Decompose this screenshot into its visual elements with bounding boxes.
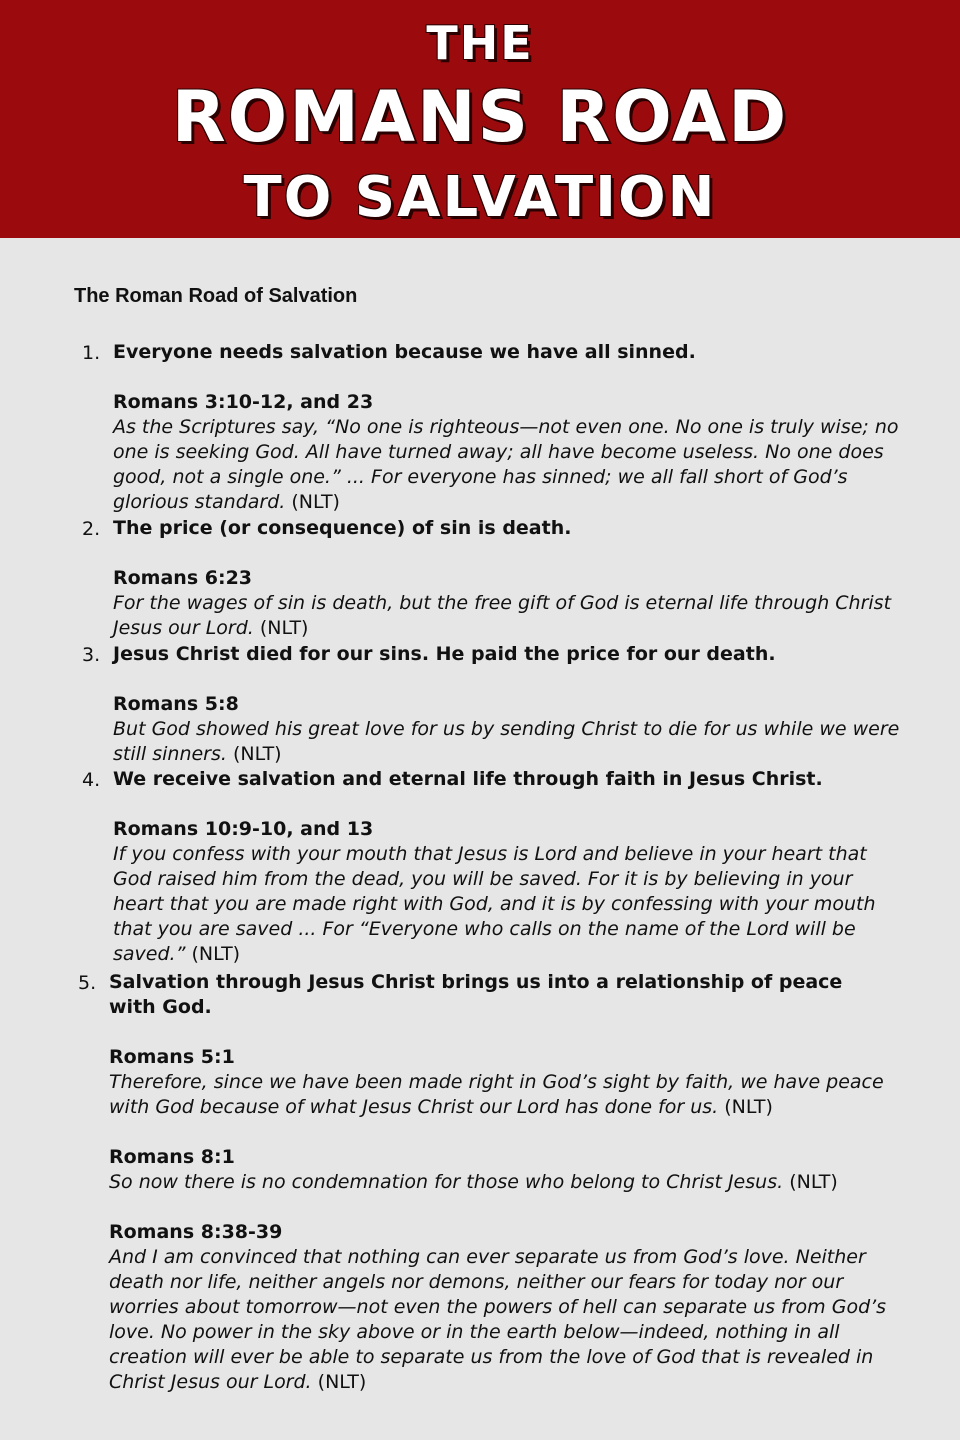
item-number: 2. — [82, 518, 101, 540]
translation-label: (NLT) — [724, 1096, 773, 1118]
verse-reference: Romans 5:8 — [113, 693, 239, 715]
item-claim: We receive salvation and eternal life through faith in Jesus Christ. — [113, 768, 823, 790]
translation-label: (NLT) — [232, 743, 282, 765]
verse-text — [113, 415, 903, 515]
item-number: 5. — [78, 972, 97, 994]
translation-label: (NLT) — [789, 1171, 838, 1193]
translation-label: (NLT) — [191, 943, 241, 965]
verse-text — [109, 1245, 889, 1395]
verse-quote: So now there is no condemnation for those who belong to Christ Jesus. — [109, 1171, 784, 1193]
verse-quote: And I am convinced that nothing can ever separate us from God’s love. Neither death nor life, neither angels nor demons, neither our fears for today nor our worries about tomorrow—not even the powers of hell can separate us from God’s love. No power in the sky above or in the earth below—indeed, nothing in all creation will ever be able to separate us from the love of God that is revealed in Christ Jesus our Lord. — [109, 1246, 887, 1393]
item-claim: Salvation through Jesus Christ brings us into a relationship of peace with God. — [109, 971, 843, 1018]
verse-text — [113, 717, 903, 767]
item-number: 3. — [82, 644, 101, 666]
banner-line-3: TO SALVATION — [243, 165, 717, 230]
verse-reference: Romans 3:10-12, and 23 — [113, 391, 374, 413]
verse-quote: Therefore, since we have been made right in God’s sight by faith, we have peace with God because of what Jesus Christ our Lord has done for us. — [109, 1071, 884, 1118]
item-number: 4. — [82, 769, 101, 791]
translation-label: (NLT) — [317, 1371, 367, 1393]
verse-quote: For the wages of sin is death, but the free gift of God is eternal life through Christ Jesus our Lord. — [113, 592, 892, 639]
verse-quote: As the Scriptures say, “No one is righteous—not even one. No one is truly wise; no one is seeking God. All have turned away; all have become useless. No one does good, not a single one.” ... For everyone has sinned; we all fall short of God’s glorious standard. — [113, 416, 899, 513]
verse-text — [113, 842, 903, 967]
verse-reference: Romans 6:23 — [113, 567, 253, 589]
verse-reference: Romans 5:1 — [109, 1046, 235, 1068]
banner-line-1: THE — [426, 16, 534, 70]
item-claim: The price (or consequence) of sin is death. — [113, 517, 572, 539]
item-claim: Everyone needs salvation because we have all sinned. — [113, 341, 696, 363]
verse-reference: Romans 8:38-39 — [109, 1221, 283, 1243]
verse-text — [109, 1070, 889, 1120]
verse-text — [109, 1170, 889, 1195]
verse-reference: Romans 10:9-10, and 13 — [113, 818, 374, 840]
verse-quote: But God showed his great love for us by sending Christ to die for us while we were still sinners. — [113, 718, 900, 765]
title-banner — [0, 0, 960, 238]
item-number: 1. — [82, 342, 101, 364]
section-heading: The Roman Road of Salvation — [74, 285, 358, 307]
verse-quote: If you confess with your mouth that Jesus is Lord and believe in your heart that God raised him from the dead, you will be saved. For it is by believing in your heart that you are made right with God, and it is by confessing with your mouth that you are saved ... For “Everyone who calls on the name of the Lord will be saved.” — [113, 843, 876, 965]
translation-label: (NLT) — [291, 491, 340, 513]
verse-reference: Romans 8:1 — [109, 1146, 235, 1168]
banner-line-2: ROMANS ROAD — [171, 76, 789, 158]
verse-text — [113, 591, 903, 641]
translation-label: (NLT) — [259, 617, 309, 639]
item-claim: Jesus Christ died for our sins. He paid the price for our death. — [113, 643, 776, 665]
